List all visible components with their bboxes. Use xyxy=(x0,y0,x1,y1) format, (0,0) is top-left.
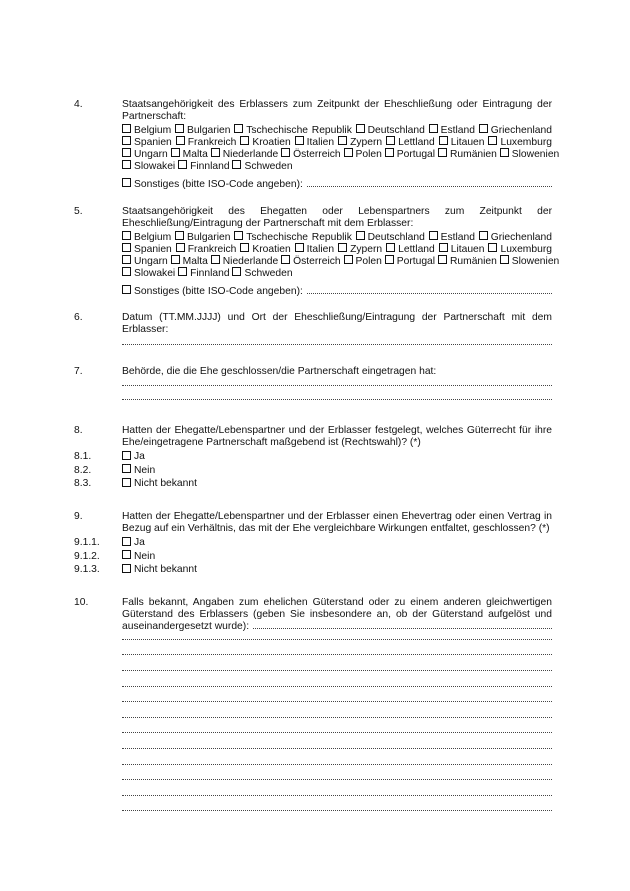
country-label: Schweden xyxy=(244,160,293,172)
country-option[interactable] xyxy=(171,256,208,267)
checkbox[interactable] xyxy=(429,231,438,240)
country-option[interactable] xyxy=(386,244,435,255)
option-nein[interactable] xyxy=(74,464,552,478)
country-option[interactable] xyxy=(295,244,334,255)
option-number: 8.1. xyxy=(74,451,92,463)
country-label: Malta xyxy=(182,255,208,267)
country-row xyxy=(122,243,552,255)
country-option[interactable] xyxy=(438,149,497,160)
option-label: Nein xyxy=(134,464,156,476)
checkbox[interactable] xyxy=(171,148,180,157)
section-number: 5. xyxy=(74,206,83,217)
checkbox[interactable] xyxy=(176,243,185,252)
option-label: Nicht bekannt xyxy=(134,564,197,576)
country-option[interactable] xyxy=(176,137,237,148)
checkbox[interactable] xyxy=(171,255,180,264)
checkbox[interactable] xyxy=(356,124,365,133)
option-label: Nicht bekannt xyxy=(134,478,197,490)
question-text: Hatten der Ehegatte/Lebenspartner und der Erblasser festgelegt, welches Güterrecht für ihre xyxy=(122,425,552,436)
checkbox[interactable] xyxy=(122,231,131,240)
checkbox[interactable] xyxy=(175,124,184,133)
country-label: Tschechische Republik xyxy=(246,231,352,243)
country-option[interactable] xyxy=(356,125,425,136)
country-label: Malta xyxy=(182,148,208,160)
option-ja[interactable] xyxy=(74,450,552,464)
country-option[interactable] xyxy=(122,149,168,160)
checkbox[interactable] xyxy=(122,255,131,264)
question-text: Bezug auf ein Verhältnis, das mit der Ehe vergleichbare Wirkungen entfaltet, geschlossen? (*) xyxy=(122,522,550,534)
checkbox[interactable] xyxy=(178,267,187,276)
country-option[interactable] xyxy=(211,256,279,267)
country-option[interactable] xyxy=(234,232,352,243)
answer-line[interactable] xyxy=(122,700,552,702)
country-label: Ungarn xyxy=(134,148,168,160)
country-option[interactable] xyxy=(479,125,552,136)
checkbox[interactable] xyxy=(439,136,448,145)
answer-line[interactable] xyxy=(122,731,552,733)
question-text: Eheschließung/Eintragung der Partnerschaft mit dem Erblasser: xyxy=(122,217,414,229)
section-number: 7. xyxy=(74,366,83,377)
checkbox[interactable] xyxy=(295,136,304,145)
country-option[interactable] xyxy=(281,149,341,160)
country-label: Schweden xyxy=(244,267,293,279)
checkbox[interactable] xyxy=(240,136,249,145)
answer-first-line[interactable] xyxy=(122,620,552,633)
country-option[interactable] xyxy=(234,125,352,136)
option-nicht-bekannt[interactable] xyxy=(74,563,552,577)
checkbox[interactable] xyxy=(175,231,184,240)
country-label: Litauen xyxy=(450,136,485,148)
country-option[interactable] xyxy=(240,137,290,148)
country-option[interactable] xyxy=(385,149,435,160)
checkbox[interactable] xyxy=(240,243,249,252)
section-number: 10. xyxy=(74,597,89,608)
answer-line[interactable] xyxy=(122,669,552,671)
option-label: Nein xyxy=(134,550,156,562)
checkbox[interactable] xyxy=(211,148,220,157)
country-option[interactable] xyxy=(344,149,382,160)
answer-line[interactable] xyxy=(122,763,552,765)
country-label: Griechenland xyxy=(490,124,552,136)
checkbox[interactable] xyxy=(122,160,131,169)
country-label: Ungarn xyxy=(134,255,168,267)
country-label: Slowenien xyxy=(511,255,560,267)
country-option[interactable] xyxy=(429,125,475,136)
checkbox[interactable] xyxy=(500,148,509,157)
country-checkbox-list xyxy=(122,124,560,172)
checkbox[interactable] xyxy=(122,148,131,157)
option-label: Ja xyxy=(134,451,145,463)
checkbox[interactable] xyxy=(281,255,290,264)
country-label: Tschechische Republik xyxy=(246,124,352,136)
option-number: 9.1.2. xyxy=(74,550,100,562)
checkbox[interactable] xyxy=(178,160,187,169)
checkbox[interactable] xyxy=(356,231,365,240)
country-label: Portugal xyxy=(396,148,436,160)
country-option[interactable] xyxy=(439,244,485,255)
checkbox[interactable] xyxy=(281,148,290,157)
question-text: Behörde, die die Ehe geschlossen/die Partnerschaft eingetragen hat: xyxy=(122,366,437,377)
country-label: Kroatien xyxy=(252,136,291,148)
checkbox[interactable] xyxy=(232,267,241,276)
country-label: Rumänien xyxy=(449,255,497,267)
checkbox[interactable] xyxy=(429,124,438,133)
checkbox[interactable] xyxy=(500,255,509,264)
question-text: Staatsangehörigkeit des Erblassers zum Zeitpunkt der Eheschließung oder Eintragung der xyxy=(122,99,552,110)
section-number: 6. xyxy=(74,312,83,323)
country-row xyxy=(122,160,552,172)
section-6 xyxy=(74,312,552,345)
question-text: Güterstand des Erblassers (geben Sie insbesondere an, ob der Güterstand aufgelöst und xyxy=(122,608,552,620)
checkbox[interactable] xyxy=(122,243,131,252)
country-option[interactable] xyxy=(211,149,279,160)
checkbox[interactable] xyxy=(479,124,488,133)
country-label: Polen xyxy=(355,255,382,267)
country-label: Rumänien xyxy=(449,148,497,160)
country-label: Frankreich xyxy=(187,136,237,148)
country-label: Finnland xyxy=(190,160,230,172)
country-label: Bulgarien xyxy=(186,124,231,136)
country-option[interactable] xyxy=(178,161,230,172)
country-option[interactable] xyxy=(122,244,172,255)
country-label: Luxemburg xyxy=(500,136,552,148)
country-option[interactable] xyxy=(295,137,334,148)
country-label: Slowakei xyxy=(134,160,176,172)
section-9 xyxy=(74,511,552,577)
checkbox[interactable] xyxy=(122,478,131,487)
country-label: Estland xyxy=(440,124,475,136)
checkbox[interactable] xyxy=(488,243,497,252)
country-label: Belgium xyxy=(134,124,172,136)
answer-line[interactable] xyxy=(122,778,552,780)
country-label: Spanien xyxy=(134,243,172,255)
section-10 xyxy=(74,597,552,811)
section-4 xyxy=(74,99,560,190)
question-text: Ehe/eingetragene Partnerschaft maßgebend ist (Rechtswahl)? (*) xyxy=(122,436,421,448)
option-nicht-bekannt[interactable] xyxy=(74,477,552,491)
country-label: Italien xyxy=(306,243,335,255)
country-option[interactable] xyxy=(281,256,341,267)
other-country-field[interactable] xyxy=(122,285,552,298)
country-label: Italien xyxy=(306,136,335,148)
country-option[interactable] xyxy=(232,268,292,279)
country-option[interactable] xyxy=(122,161,175,172)
country-option[interactable] xyxy=(176,244,237,255)
country-option[interactable] xyxy=(429,232,475,243)
country-option[interactable] xyxy=(171,149,208,160)
country-option[interactable] xyxy=(439,137,485,148)
country-label: Lettland xyxy=(398,243,435,255)
country-label: Deutschland xyxy=(367,124,425,136)
question-text: Staatsangehörigkeit des Ehegatten oder Lebenspartners zum Zeitpunkt der xyxy=(122,206,552,217)
checkbox[interactable] xyxy=(344,148,353,157)
option-number: 8.3. xyxy=(74,478,92,490)
checkbox[interactable] xyxy=(386,243,395,252)
checkbox[interactable] xyxy=(386,136,395,145)
checkbox[interactable] xyxy=(122,464,131,473)
country-option[interactable] xyxy=(232,161,292,172)
answer-line[interactable] xyxy=(122,384,552,386)
country-option[interactable] xyxy=(175,232,231,243)
country-option[interactable] xyxy=(356,232,425,243)
section-7 xyxy=(74,366,552,400)
option-ja[interactable] xyxy=(74,536,552,550)
option-nein[interactable] xyxy=(74,550,552,564)
country-option[interactable] xyxy=(438,256,497,267)
answer-line[interactable] xyxy=(122,638,552,640)
checkbox[interactable] xyxy=(344,255,353,264)
country-row xyxy=(122,124,552,136)
country-option[interactable] xyxy=(122,256,168,267)
checkbox[interactable] xyxy=(122,178,131,187)
country-label: Spanien xyxy=(134,136,172,148)
checkbox[interactable] xyxy=(438,255,447,264)
country-option[interactable] xyxy=(122,232,171,243)
country-option[interactable] xyxy=(488,137,552,148)
option-number: 9.1.3. xyxy=(74,564,100,576)
answer-line[interactable] xyxy=(122,685,552,687)
checkbox[interactable] xyxy=(295,243,304,252)
country-option[interactable] xyxy=(479,232,552,243)
country-option[interactable] xyxy=(338,244,382,255)
section-number: 9. xyxy=(74,511,83,522)
country-option[interactable] xyxy=(344,256,382,267)
country-option[interactable] xyxy=(175,125,231,136)
checkbox[interactable] xyxy=(232,160,241,169)
country-label: Bulgarien xyxy=(186,231,231,243)
other-label: Sonstiges (bitte ISO-Code angeben): xyxy=(134,178,303,190)
country-option[interactable] xyxy=(122,125,171,136)
country-label: Frankreich xyxy=(187,243,237,255)
country-label: Estland xyxy=(440,231,475,243)
question-text: auseinandergesetzt wurde): xyxy=(122,621,250,633)
country-label: Finnland xyxy=(190,267,230,279)
country-label: Luxemburg xyxy=(500,243,552,255)
country-option[interactable] xyxy=(488,244,552,255)
country-label: Belgium xyxy=(134,231,172,243)
checkbox[interactable] xyxy=(122,564,131,573)
country-label: Niederlande xyxy=(222,148,279,160)
checkbox[interactable] xyxy=(234,124,243,133)
country-label: Lettland xyxy=(398,136,435,148)
country-label: Österreich xyxy=(293,148,341,160)
answer-line[interactable] xyxy=(122,794,552,796)
country-label: Griechenland xyxy=(490,231,552,243)
question-text: Datum (TT.MM.JJJJ) und Ort der Eheschließung/Eintragung der Partnerschaft mit dem xyxy=(122,312,552,323)
fill-in-line[interactable] xyxy=(307,285,552,294)
answer-line[interactable] xyxy=(122,716,552,718)
country-option[interactable] xyxy=(500,149,560,160)
country-option[interactable] xyxy=(338,137,382,148)
country-label: Niederlande xyxy=(222,255,279,267)
checkbox[interactable] xyxy=(438,148,447,157)
answer-line[interactable] xyxy=(122,343,552,345)
checkbox[interactable] xyxy=(122,451,131,460)
question-text: Erblasser: xyxy=(122,323,169,335)
section-5 xyxy=(74,206,560,297)
country-row xyxy=(122,231,552,243)
answer-line[interactable] xyxy=(122,747,552,749)
country-label: Zypern xyxy=(350,136,383,148)
question-text: Hatten der Ehegatte/Lebenspartner und der Erblasser einen Ehevertrag oder einen Vertrag in xyxy=(122,511,552,522)
checkbox[interactable] xyxy=(176,136,185,145)
option-number: 8.2. xyxy=(74,464,92,476)
option-label: Ja xyxy=(134,537,145,549)
answer-line[interactable] xyxy=(122,653,552,655)
checkbox[interactable] xyxy=(211,255,220,264)
section-8 xyxy=(74,425,552,491)
other-label: Sonstiges (bitte ISO-Code angeben): xyxy=(134,285,303,297)
country-label: Litauen xyxy=(450,243,485,255)
fill-in-line[interactable] xyxy=(307,178,552,187)
checkbox[interactable] xyxy=(122,124,131,133)
answer-lines xyxy=(122,638,552,812)
checkbox[interactable] xyxy=(385,255,394,264)
checkbox[interactable] xyxy=(122,136,131,145)
country-label: Slowakei xyxy=(134,267,176,279)
country-checkbox-list xyxy=(122,231,560,279)
country-option[interactable] xyxy=(386,137,435,148)
country-label: Slowenien xyxy=(511,148,560,160)
checkbox[interactable] xyxy=(122,267,131,276)
country-row xyxy=(122,255,560,267)
checkbox[interactable] xyxy=(122,550,131,559)
country-option[interactable] xyxy=(240,244,290,255)
country-option[interactable] xyxy=(500,256,560,267)
country-label: Kroatien xyxy=(252,243,291,255)
country-label: Polen xyxy=(355,148,382,160)
checkbox[interactable] xyxy=(338,136,347,145)
country-label: Portugal xyxy=(396,255,436,267)
checkbox[interactable] xyxy=(439,243,448,252)
checkbox[interactable] xyxy=(122,285,131,294)
country-label: Österreich xyxy=(293,255,341,267)
section-number: 8. xyxy=(74,425,83,436)
answer-line[interactable] xyxy=(122,398,552,400)
section-number: 4. xyxy=(74,99,83,110)
checkbox[interactable] xyxy=(234,231,243,240)
country-row xyxy=(122,148,560,160)
country-row xyxy=(122,136,552,148)
checkbox[interactable] xyxy=(385,148,394,157)
fill-in-line[interactable] xyxy=(253,620,552,629)
checkbox[interactable] xyxy=(122,537,131,546)
country-label: Zypern xyxy=(350,243,383,255)
country-label: Deutschland xyxy=(367,231,425,243)
question-text: Partnerschaft: xyxy=(122,110,187,122)
checkbox[interactable] xyxy=(488,136,497,145)
country-option[interactable] xyxy=(122,137,172,148)
option-number: 9.1.1. xyxy=(74,537,100,549)
country-option[interactable] xyxy=(122,268,175,279)
checkbox[interactable] xyxy=(338,243,347,252)
question-text: Falls bekannt, Angaben zum ehelichen Güterstand oder zu einem anderen gleichwertigen xyxy=(122,597,552,608)
country-option[interactable] xyxy=(385,256,435,267)
country-row xyxy=(122,267,552,279)
answer-line[interactable] xyxy=(122,809,552,811)
other-country-field[interactable] xyxy=(122,178,552,191)
checkbox[interactable] xyxy=(479,231,488,240)
country-option[interactable] xyxy=(178,268,230,279)
